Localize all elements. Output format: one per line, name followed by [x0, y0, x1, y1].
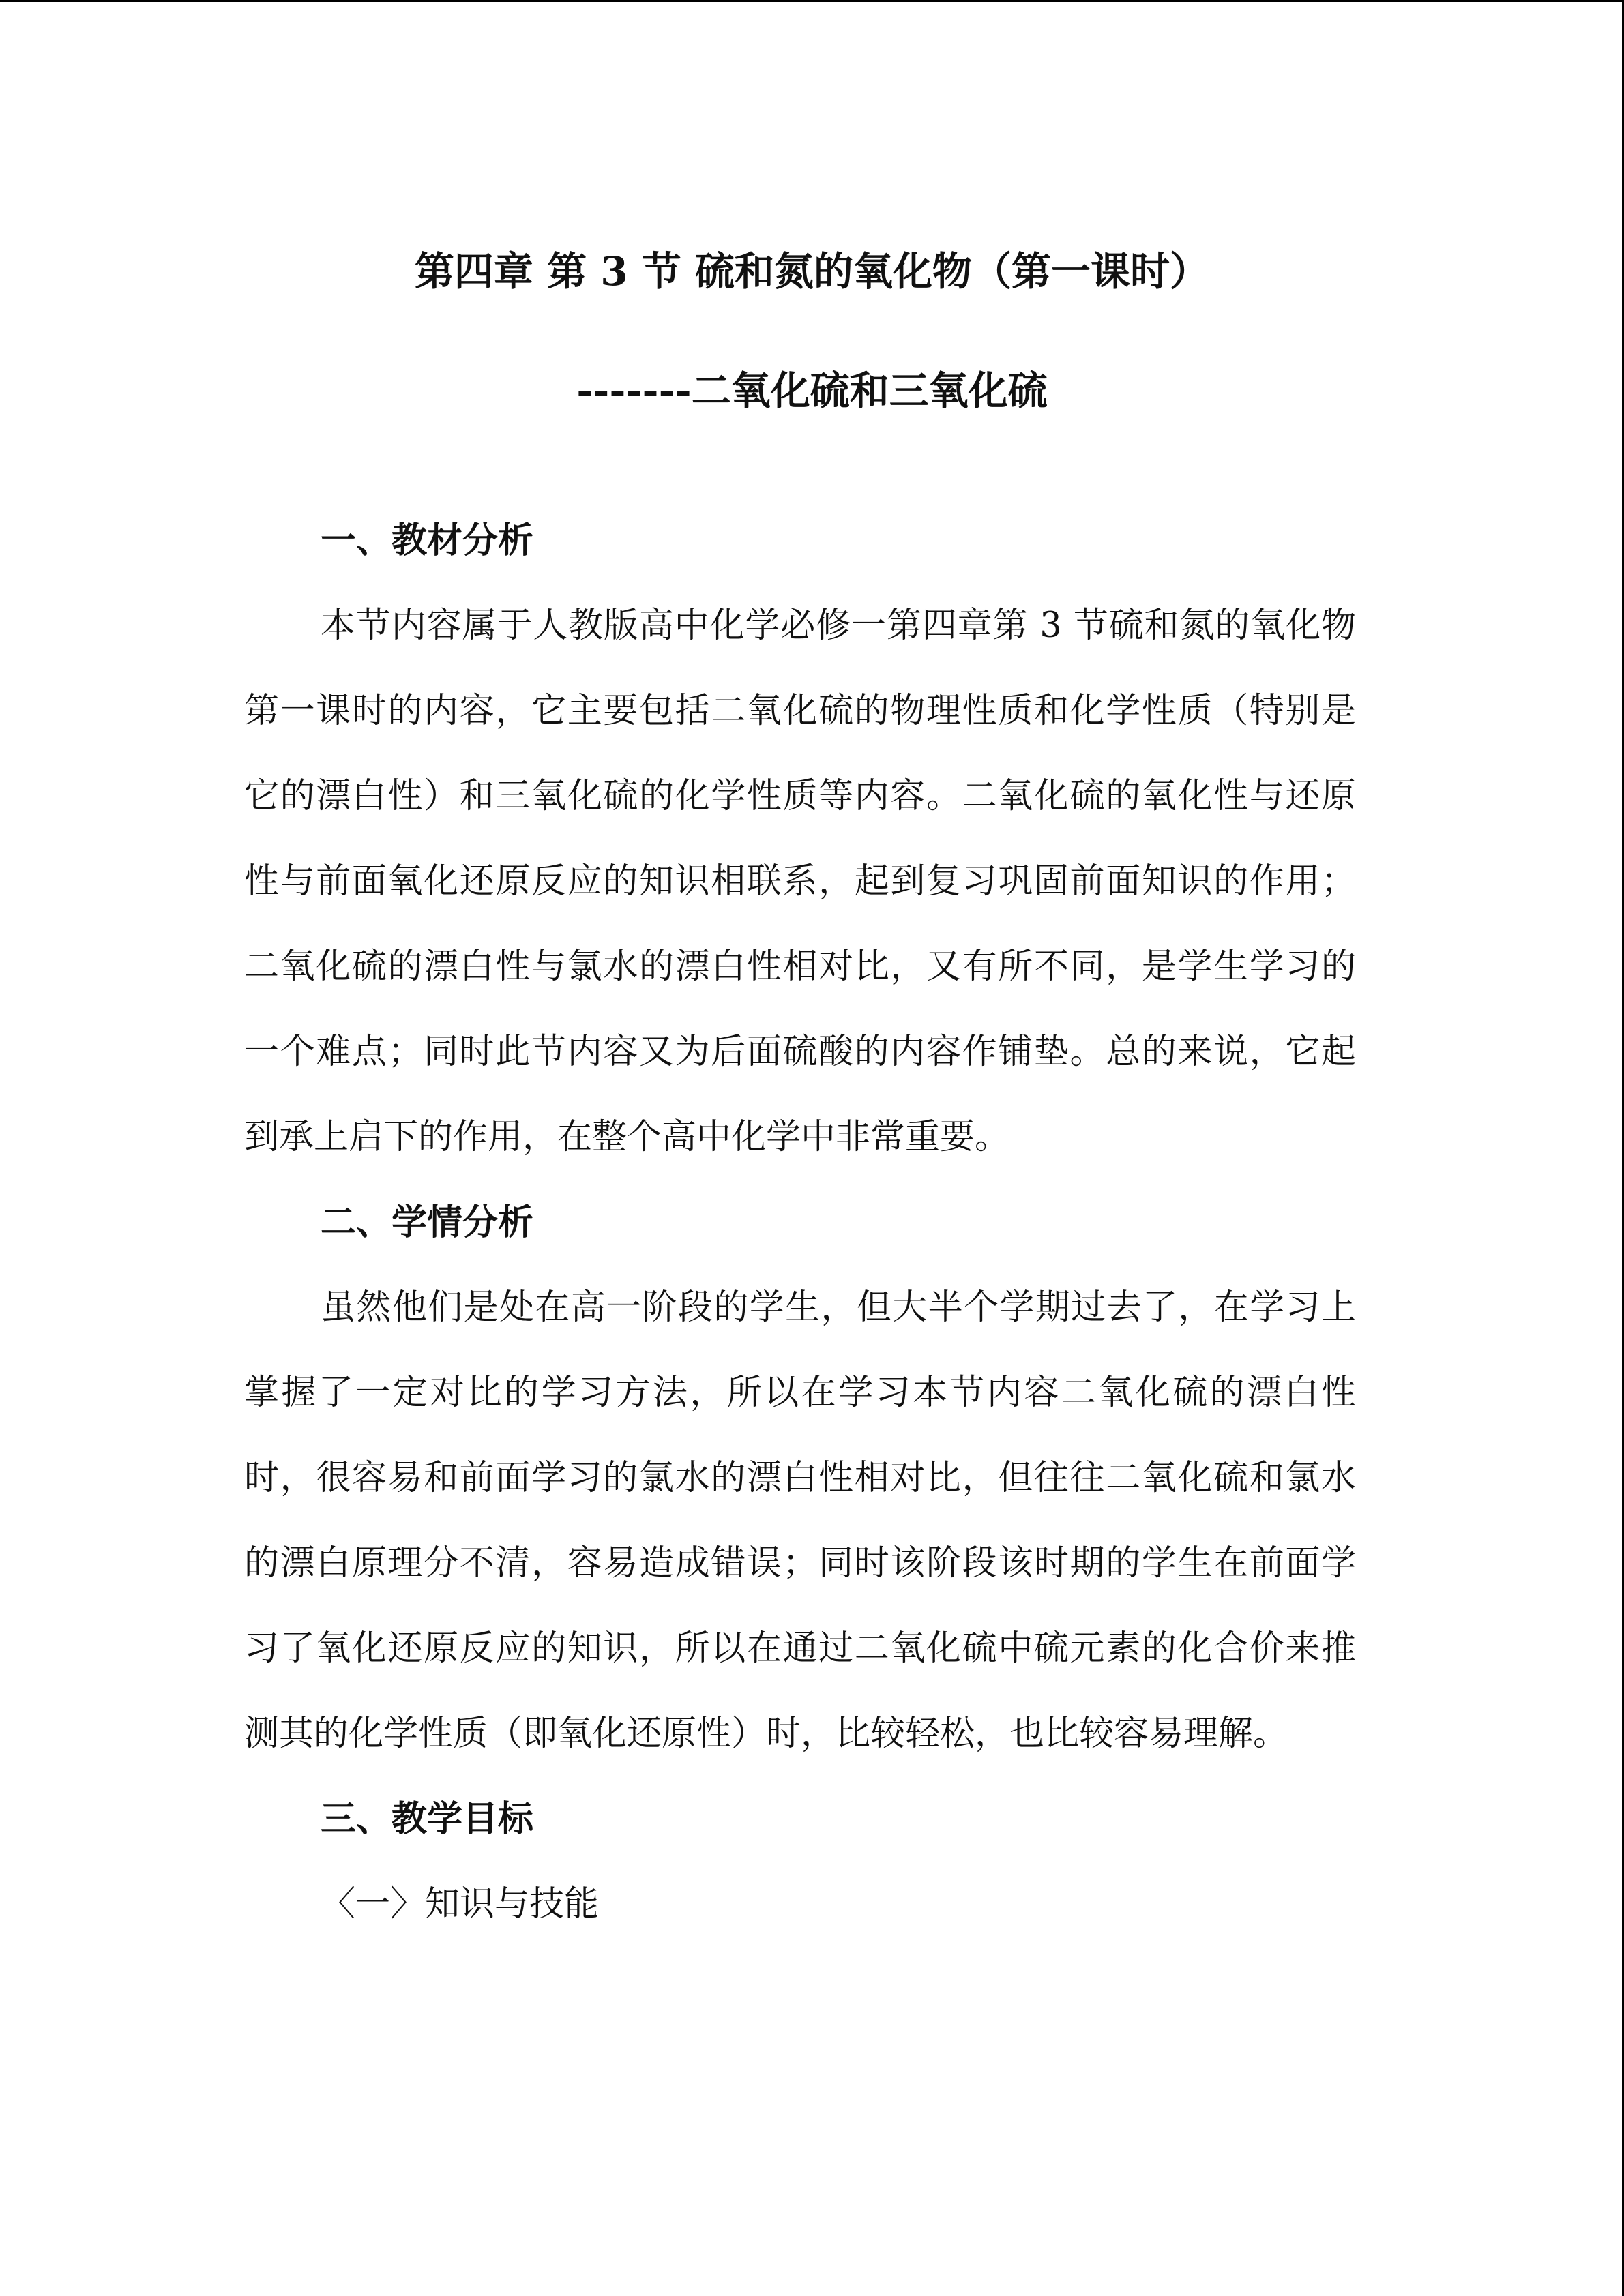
page-border-top — [0, 0, 1624, 2]
paragraph-student-analysis: 虽然他们是处在高一阶段的学生，但大半个学期过去了，在学习上掌握了一定对比的学习方法，所以在学习本节内容二氧化硫的漂白性时，很容易和前面学习的氯水的漂白性相对比，但往往二氧化硫和氯水的漂白原理分不清，容易造成错误；同时该阶段该时期的学生在前面学习了氧化还原反应的知识，所以在通过二氧化硫中硫元素的化合价来推测其的化学性质（即氧化还原性）时，比较轻松，也比较容易理解。 — [244, 1287, 1356, 1754]
page-subtitle: -------二氧化硫和三氧化硫 — [576, 368, 1048, 414]
section-heading-student-analysis: 二、学情分析 — [321, 1202, 534, 1243]
section-heading-teaching-objectives: 三、教学目标 — [321, 1798, 534, 1840]
subheading-knowledge-skills: 〈一〉知识与技能 — [321, 1884, 600, 1924]
page-title: 第四章 第 3 节 硫和氮的氧化物（第一课时） — [414, 248, 1210, 295]
document-body — [244, 498, 1356, 1947]
paragraph-textbook-analysis: 本节内容属于人教版高中化学必修一第四章第 3 节硫和氮的氧化物第一课时的内容，它主要包括二氧化硫的物理性质和化学性质（特别是它的漂白性）和三氧化硫的化学性质等内容。二氧化硫的氧化性与还原性与前面氧化还原反应的知识相联系，起到复习巩固前面知识的作用；二氧化硫的漂白性与氯水的漂白性相对比，又有所不同，是学生学习的一个难点；同时此节内容又为后面硫酸的内容作铺垫。总的来说，它起到承上启下的作用，在整个高中化学中非常重要。 — [244, 606, 1356, 1157]
section-heading-textbook-analysis: 一、教材分析 — [321, 520, 534, 561]
